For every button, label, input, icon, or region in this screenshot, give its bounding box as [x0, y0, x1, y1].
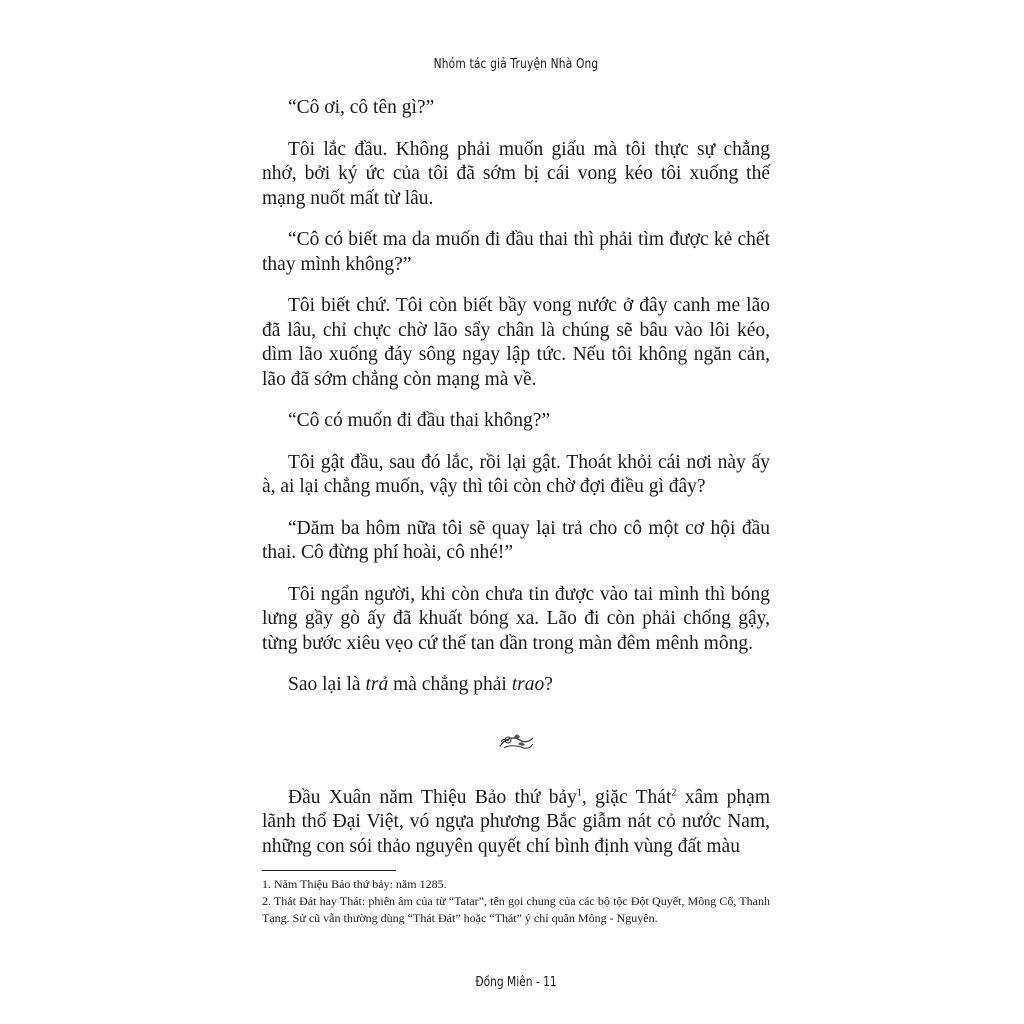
italic-word-tra: trả [365, 674, 389, 695]
question-text: ? [544, 674, 553, 695]
footnote-ref-2: 2 [671, 787, 677, 798]
paragraph-question [262, 673, 770, 698]
paragraph: “Cô có biết ma da muốn đi đầu thai thì phải tìm được kẻ chết thay mình không?” [262, 229, 770, 275]
footnote-divider [262, 870, 396, 871]
page-folio: Đồng Miên - 11 [475, 975, 557, 990]
paragraph-new-section [262, 786, 770, 860]
section-text: Đầu Xuân năm Thiệu Bảo thứ bảy [288, 786, 577, 808]
running-header: Nhóm tác giả Truyện Nhà Ong [433, 57, 599, 72]
paragraph: Tôi ngẩn người, khi còn chưa tin được vào tai mình thì bóng lưng gầy gò ấy đã khuất bóng xa. Lão đi còn phải chống gậy, từng bước xiêu vẹo cứ thế tan dần trong màn đêm mênh mông. [262, 583, 770, 654]
italic-word-trao: trao [511, 674, 545, 695]
paragraph: “Dăm ba hôm nữa tôi sẽ quay lại trả cho cô một cơ hội đầu thai. Cô đừng phí hoài, cô nhé!” [262, 517, 770, 563]
paragraph: “Cô có muốn đi đầu thai không?” [288, 410, 551, 431]
section-text: xâm phạm lãnh thổ Đại Việt, vó ngựa phương Bắc giẫm nát cỏ nước Nam, những con sói thảo nguyên quyết chí bình định vùng đất màu [262, 786, 770, 857]
footnotes [262, 876, 770, 927]
body-text [262, 96, 770, 876]
footnote-ref-1: 1 [576, 787, 582, 798]
question-text: mà chẳng phải [388, 674, 512, 695]
floral-vignette-icon [496, 728, 536, 754]
paragraph: “Cô ơi, cô tên gì?” [288, 97, 435, 118]
book-page [262, 0, 770, 1024]
footnote-2: 2. Thát Đát hay Thát: phiên âm của từ “Tatar”, tên gọi chung của các bộ tộc Đột Quyết, Mông Cổ, Thanh Tạng. Sử cũ vẫn thường dùng “Thát Đát” hoặc “Thát” ý chỉ quân Mông - Nguyên. [262, 894, 770, 925]
paragraph: Tôi lắc đầu. Không phải muốn giấu mà tôi thực sự chẳng nhớ, bởi ký ức của tôi đã sớm bị cái vong kéo tôi xuống thế mạng nuốt mất từ lâu. [262, 138, 770, 209]
paragraph: Tôi gật đầu, sau đó lắc, rồi lại gật. Thoát khỏi cái nơi này ấy à, ai lại chẳng muốn, vậy thì tôi còn chờ đợi điều gì đây? [262, 451, 770, 497]
question-text: Sao lại là [288, 674, 366, 695]
paragraph: Tôi biết chứ. Tôi còn biết bầy vong nước ở đây canh me lão đã lâu, chỉ chực chờ lão sẩy chân là chúng sẽ bâu vào lôi kéo, dìm lão xuống đáy sông ngay lập tức. Nếu tôi không ngăn cản, lão đã sớm chẳng còn mạng mà về. [262, 295, 770, 390]
section-text: , giặc Thát [581, 786, 672, 808]
footnote-1: 1. Năm Thiệu Bảo thứ bảy: năm 1285. [262, 877, 447, 891]
